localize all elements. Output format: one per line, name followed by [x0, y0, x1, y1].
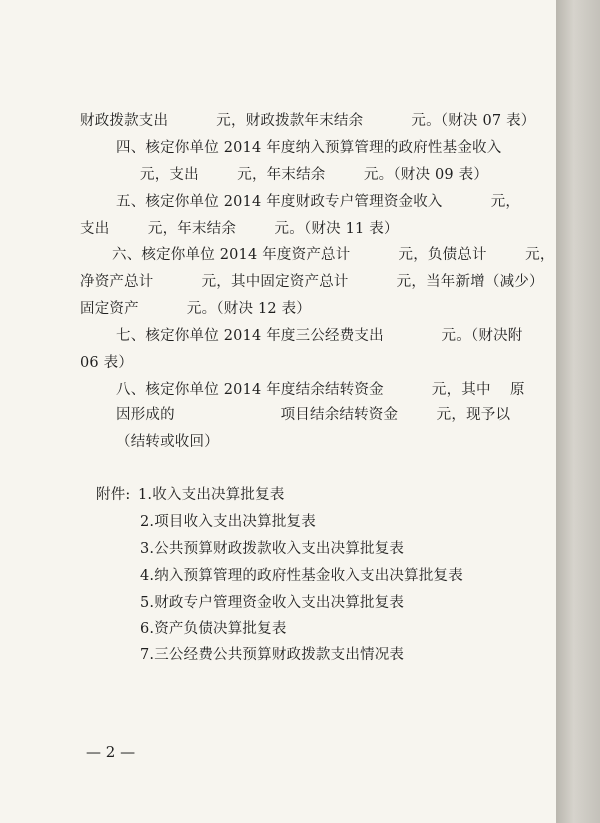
text-line: 因形成的 项目结余结转资金 元，现予以: [116, 407, 511, 423]
text-line: 固定资产 元。（财决 12 表）: [80, 301, 312, 317]
text-line: 支出 元，年末结余 元。（财决 11 表）: [80, 221, 399, 237]
text-line: 财政拨款支出 元，财政拨款年末结余 元。（财决 07 表）: [80, 113, 536, 129]
attachment-item: 6.资产负债决算批复表: [140, 621, 287, 637]
text-line: 六、核定你单位 2014 年度资产总计 元，负债总计 元，: [112, 247, 555, 263]
attachment-item: 4.纳入预算管理的政府性基金收入支出决算批复表: [140, 568, 463, 584]
attachment-item: 7.三公经费公共预算财政拨款支出情况表: [140, 647, 405, 663]
attachment-item: 3.公共预算财政拨款收入支出决算批复表: [140, 541, 405, 557]
text-line: 元，支出 元，年末结余 元。（财决 09 表）: [140, 167, 489, 183]
text-line: 五、核定你单位 2014 年度财政专户管理资金收入 元，: [116, 194, 521, 210]
text-line: 06 表）: [80, 355, 134, 371]
attachment-item: 2.项目收入支出决算批复表: [140, 514, 316, 530]
text-line: 四、核定你单位 2014 年度纳入预算管理的政府性基金收入: [116, 140, 502, 156]
text-line: 净资产总计 元，其中固定资产总计 元，当年新增（减少）: [80, 274, 544, 290]
text-line: （结转或收回）: [116, 434, 219, 450]
attachment-item: 1.收入支出决算批复表: [138, 487, 285, 503]
attachments-label: 附件:: [96, 487, 131, 503]
page-number: — 2 —: [86, 743, 136, 761]
text-line: 七、核定你单位 2014 年度三公经费支出 元。（财决附: [116, 328, 523, 344]
text-line: 八、核定你单位 2014 年度结余结转资金 元，其中 原: [116, 382, 525, 398]
attachment-item: 5.财政专户管理资金收入支出决算批复表: [140, 595, 405, 611]
page-edge: [556, 0, 600, 823]
